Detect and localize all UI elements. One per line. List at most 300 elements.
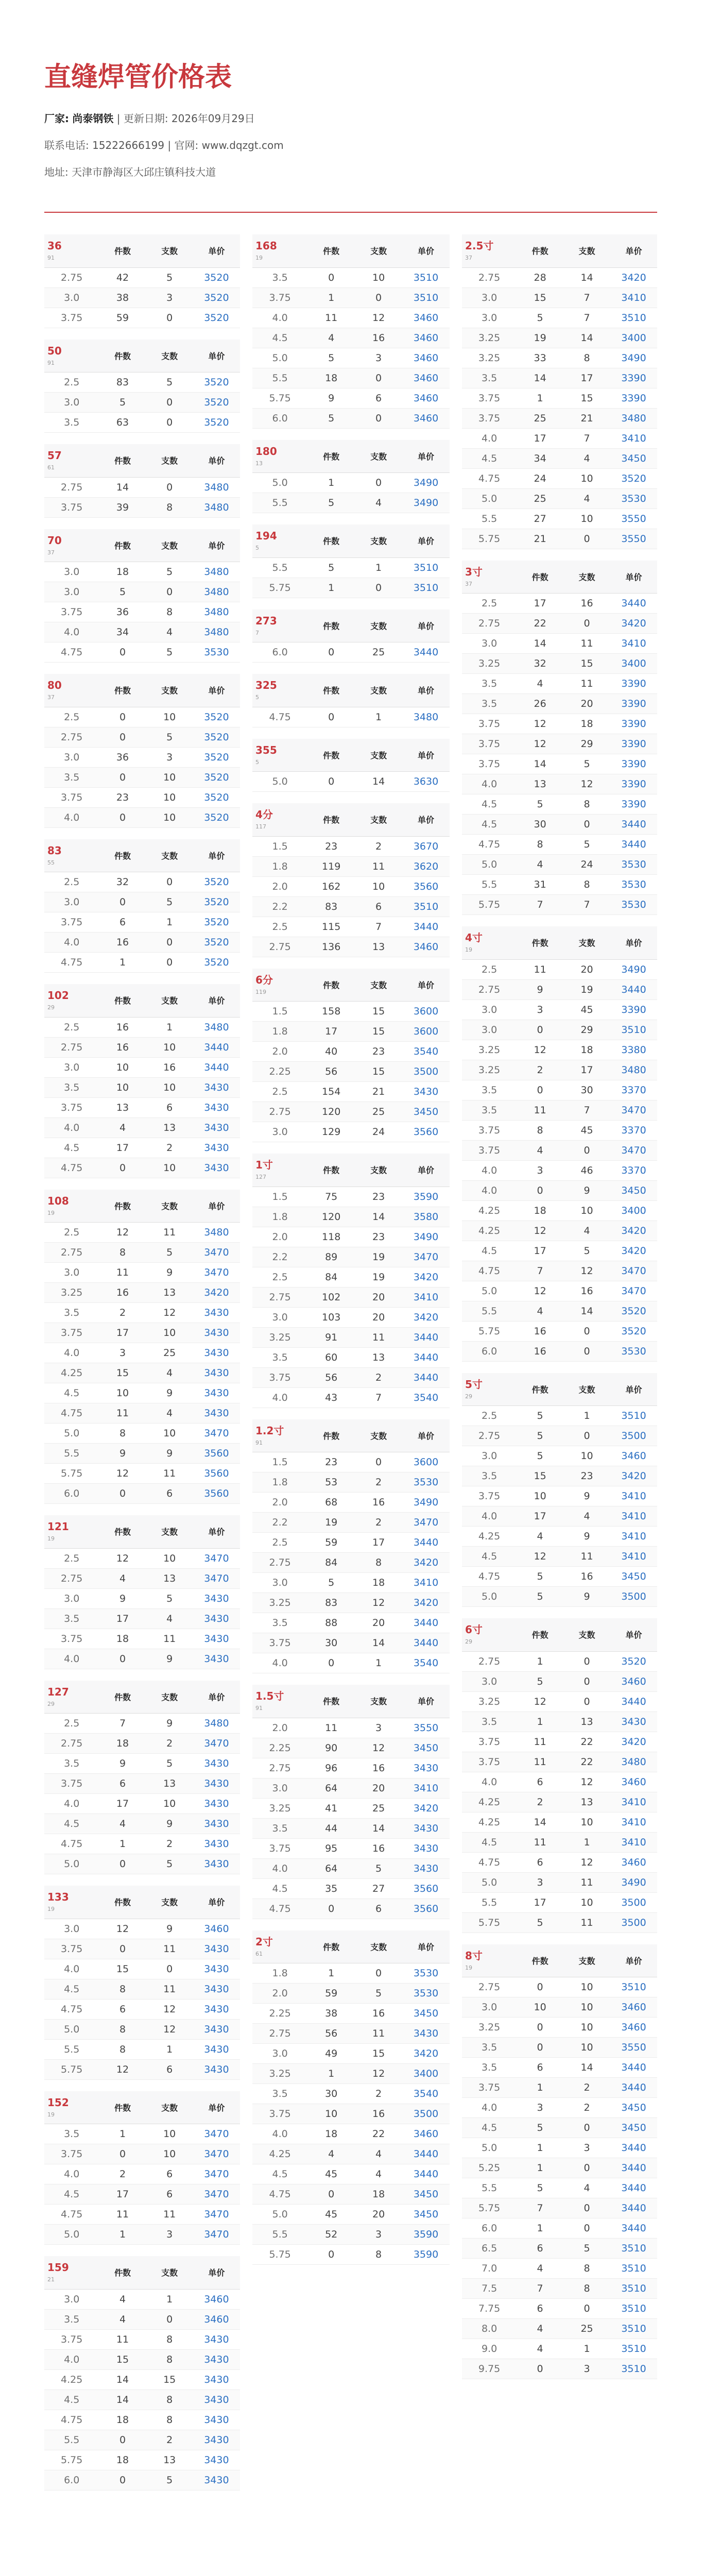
wall-thickness-cell: 5.0 [252,772,307,792]
spec-label[interactable]: 80 [47,679,62,691]
spec-label[interactable]: 4寸 [465,931,483,944]
count-cell: 20 [355,1287,402,1307]
spec-label[interactable]: 50 [47,344,62,357]
price-cell: 3480 [610,1060,657,1080]
count-cell: 3 [146,2225,193,2245]
pieces-cell: 4 [307,328,355,348]
pieces-cell: 1 [99,1834,146,1854]
pieces-cell: 17 [99,1608,146,1629]
pieces-cell: 0 [517,1080,563,1100]
wall-thickness-cell: 3.0 [462,1446,517,1466]
count-cell: 25 [563,2319,610,2339]
price-cell: 3470 [610,1261,657,1281]
count-cell: 6 [355,896,402,917]
table-row [252,1327,450,1347]
price-cell: 3420 [402,1307,450,1327]
spec-cell [462,1373,517,1406]
pieces-cell: 8 [99,2039,146,2059]
spec-label[interactable]: 1.5寸 [255,1690,284,1702]
count-cell: 18 [563,1040,610,1060]
count-cell: 4 [146,1608,193,1629]
count-cell: 22 [563,1732,610,1752]
table-header-row [44,1681,240,1714]
price-cell: 3470 [402,1247,450,1267]
wall-thickness-cell: 4.5 [252,328,307,348]
price-cell: 3530 [610,895,657,915]
table-row [44,1303,240,1323]
pieces-cell: 18 [517,1200,563,1221]
wall-thickness-cell: 3.75 [44,787,99,807]
table-row [44,2184,240,2205]
spec-label[interactable]: 36 [47,240,62,252]
header-count: 支数 [563,926,610,959]
count-cell: 8 [146,2389,193,2410]
pieces-cell: 119 [307,856,355,876]
pieces-cell: 5 [99,393,146,413]
price-cell: 3520 [193,287,240,308]
wall-thickness-cell: 3.0 [252,2044,307,2064]
count-cell: 0 [563,1691,610,1711]
table-row [252,1002,450,1022]
header-price: 单价 [402,969,450,1002]
count-cell: 20 [355,1613,402,1633]
header-price: 单价 [610,1373,657,1406]
spec-label[interactable]: 152 [47,2096,69,2109]
price-cell: 3500 [402,1062,450,1082]
count-cell: 12 [563,1261,610,1281]
wall-thickness-cell: 3.75 [462,1752,517,1772]
price-cell: 3390 [610,774,657,794]
wall-thickness-cell: 4.75 [44,1158,99,1178]
table-row [44,1754,240,1774]
count-cell: 8 [563,794,610,815]
wall-thickness-cell: 2.5 [44,1017,99,1037]
spec-label[interactable]: 2寸 [255,1935,273,1948]
price-cell: 3520 [193,953,240,973]
count-cell: 19 [355,1247,402,1267]
wall-thickness-cell: 5.0 [462,855,517,875]
count-cell: 20 [355,2205,402,2225]
header-count: 支数 [355,674,402,707]
price-cell: 3430 [193,1303,240,1323]
price-table [44,839,240,973]
table-row [252,493,450,513]
spec-label[interactable]: 57 [47,449,62,462]
pieces-cell: 5 [517,2178,563,2198]
pieces-cell: 32 [517,654,563,674]
table-row [252,388,450,408]
pieces-cell: 10 [99,1077,146,1097]
header-price: 单价 [193,2091,240,2124]
table-row [44,1037,240,1057]
price-cell: 3400 [610,1200,657,1221]
table-row [44,642,240,663]
table-row [462,308,657,328]
price-cell: 3540 [402,1387,450,1408]
pieces-cell: 36 [99,602,146,622]
header-count: 支数 [146,2256,193,2289]
pieces-cell: 129 [307,1122,355,1142]
pieces-cell: 13 [99,1097,146,1117]
count-cell: 10 [146,1548,193,1568]
count-cell: 0 [146,2309,193,2329]
pieces-cell: 8 [99,1423,146,1444]
price-cell: 3460 [402,937,450,957]
spec-table [44,1886,240,2080]
table-row [462,388,657,408]
price-cell: 3430 [193,2369,240,2389]
wall-thickness-cell: 3.0 [44,287,99,308]
wall-thickness-cell: 7.0 [462,2259,517,2279]
pieces-cell: 59 [99,308,146,328]
table-row [252,1858,450,1878]
price-cell: 3470 [193,2144,240,2164]
header-count: 支数 [146,340,193,372]
wall-thickness-cell: 2.5 [44,1223,99,1243]
wall-thickness-cell: 3.5 [44,1754,99,1774]
wall-thickness-cell: 4.0 [44,933,99,953]
price-cell: 3440 [610,2198,657,2218]
spec-label[interactable]: 83 [47,844,62,857]
wall-thickness-cell: 3.0 [44,582,99,602]
pieces-cell: 4 [517,1527,563,1547]
table-row [252,368,450,388]
wall-thickness-cell: 4.0 [252,1653,307,1673]
header-pieces: 件数 [99,839,146,872]
price-cell: 3470 [402,1513,450,1533]
header-count: 支数 [355,524,402,557]
table-row [44,912,240,933]
spec-cell [252,674,307,707]
pieces-cell: 14 [517,368,563,388]
price-cell: 3430 [193,1117,240,1138]
count-cell: 10 [563,1977,610,1997]
wall-thickness-cell: 4.75 [462,1261,517,1281]
pieces-cell: 0 [99,727,146,747]
pieces-cell: 35 [307,1878,355,1899]
table-row [462,1080,657,1100]
pieces-cell: 8 [99,1979,146,1999]
wall-thickness-cell: 3.25 [252,2064,307,2084]
spec-label[interactable]: 121 [47,1520,69,1533]
pieces-cell: 8 [517,1120,563,1140]
count-cell: 13 [563,1711,610,1732]
count-cell: 13 [146,2450,193,2470]
price-cell: 3450 [402,1102,450,1122]
pieces-cell: 4 [517,855,563,875]
table-row [44,1423,240,1444]
count-cell: 4 [355,2164,402,2184]
wall-thickness-cell: 5.0 [44,1854,99,1874]
pieces-cell: 4 [99,1117,146,1138]
table-row [252,2024,450,2044]
header-count: 支数 [355,739,402,772]
table-row [252,1838,450,1858]
count-cell: 1 [146,1017,193,1037]
wall-thickness-cell: 3.5 [462,674,517,694]
wall-thickness-cell: 4.5 [44,2184,99,2205]
wall-thickness-cell: 4.5 [44,1383,99,1403]
pieces-cell: 59 [307,1533,355,1553]
spec-cell [252,803,307,836]
wall-thickness-cell: 4.5 [252,1878,307,1899]
price-cell: 3500 [610,1426,657,1446]
table-header-row [44,340,240,372]
header-count: 支数 [355,803,402,836]
spec-label[interactable]: 6寸 [465,1623,483,1636]
price-cell: 3420 [402,1593,450,1613]
price-cell: 3430 [193,1794,240,1814]
table-header-row [252,1154,450,1187]
count-cell: 24 [355,1122,402,1142]
spec-label[interactable]: 180 [255,445,277,457]
price-cell: 3440 [610,1691,657,1711]
wall-thickness-cell: 1.5 [252,1002,307,1022]
count-cell: 0 [355,408,402,428]
spec-count: 21 [47,2276,55,2283]
table-row [44,1243,240,1263]
wall-thickness-cell: 3.5 [462,1100,517,1120]
price-cell: 3390 [610,368,657,388]
wall-thickness-cell: 3.0 [462,287,517,308]
table-header-row [252,1685,450,1718]
pieces-cell: 9 [307,388,355,408]
header-pieces: 件数 [517,234,563,267]
price-cell: 3460 [402,368,450,388]
table-row [44,707,240,727]
table-row [252,2064,450,2084]
spec-label[interactable]: 108 [47,1194,69,1207]
price-cell: 3450 [610,1567,657,1587]
count-cell: 6 [355,1899,402,1919]
spec-label[interactable]: 325 [255,679,277,691]
price-table [252,234,450,429]
count-cell: 0 [563,1671,610,1691]
count-cell: 7 [563,428,610,448]
count-cell: 9 [146,1714,193,1734]
wall-thickness-cell: 5.5 [462,1892,517,1912]
count-cell: 19 [563,979,610,999]
price-cell: 3430 [193,2470,240,2490]
price-cell: 3470 [193,1734,240,1754]
price-cell: 3460 [610,1446,657,1466]
pieces-cell: 18 [99,1629,146,1649]
header-pieces: 件数 [99,674,146,707]
count-cell: 11 [146,2205,193,2225]
header-count: 支数 [355,440,402,473]
wall-thickness-cell: 2.75 [462,1426,517,1446]
count-cell: 12 [563,1772,610,1792]
table-row [462,1567,657,1587]
pieces-cell: 118 [307,1227,355,1247]
price-cell: 3590 [402,1187,450,1207]
wall-thickness-cell: 3.5 [462,2038,517,2058]
pieces-cell: 38 [307,2004,355,2024]
wall-thickness-cell: 2.75 [44,1568,99,1588]
table-row [462,529,657,549]
price-cell: 3490 [402,1227,450,1247]
pieces-cell: 15 [99,1363,146,1383]
pieces-cell: 4 [99,1814,146,1834]
pieces-cell: 17 [517,1241,563,1261]
spec-count: 5 [255,545,259,551]
spec-label[interactable]: 8寸 [465,1949,483,1962]
pieces-cell: 6 [517,2239,563,2259]
price-cell: 3590 [402,2245,450,2265]
pieces-cell: 3 [517,1160,563,1180]
table-row [462,2299,657,2319]
wall-thickness-cell: 4.0 [462,1160,517,1180]
spec-count: 13 [255,460,263,467]
price-cell: 3390 [610,388,657,408]
pieces-cell: 120 [307,1102,355,1122]
pieces-cell: 16 [99,933,146,953]
spec-label[interactable]: 4分 [255,808,273,821]
pieces-cell: 0 [307,707,355,727]
pieces-cell: 63 [99,413,146,433]
count-cell: 5 [146,1854,193,1874]
count-cell: 18 [563,714,610,734]
count-cell: 0 [146,413,193,433]
wall-thickness-cell: 4.5 [462,794,517,815]
table-row [252,1102,450,1122]
pieces-cell: 10 [307,2104,355,2124]
count-cell: 14 [563,2058,610,2078]
price-cell: 3480 [610,1752,657,1772]
count-cell: 15 [355,1002,402,1022]
wall-thickness-cell: 3.5 [462,1466,517,1486]
wall-thickness-cell: 3.75 [462,2078,517,2098]
wall-thickness-cell: 3.5 [44,1077,99,1097]
contact-line[interactable]: 联系电话: 15222666199 | 官网: www.dqzgt.com [44,139,284,151]
wall-thickness-cell: 4.0 [44,2164,99,2184]
spec-label[interactable]: 133 [47,1891,69,1903]
count-cell: 8 [146,497,193,517]
price-cell: 3590 [402,2225,450,2245]
wall-thickness-cell: 3.5 [462,1711,517,1732]
table-row [44,287,240,308]
spec-label[interactable]: 168 [255,240,277,252]
price-cell: 3430 [193,1834,240,1854]
spec-cell [44,529,99,562]
count-cell: 20 [563,694,610,714]
header-pieces: 件数 [517,926,563,959]
table-row [252,1307,450,1327]
price-table [252,1154,450,1408]
spec-count: 19 [47,1906,55,1912]
table-row [252,1758,450,1778]
header-price: 单价 [402,1419,450,1452]
count-cell: 4 [146,622,193,642]
spec-count: 19 [465,946,472,953]
table-row [44,1588,240,1608]
spec-label[interactable]: 102 [47,989,69,1002]
spec-label[interactable]: 1.2寸 [255,1424,284,1437]
factory-name[interactable]: 尚泰钢铁 [72,112,114,125]
price-cell: 3430 [193,1649,240,1669]
spec-label[interactable]: 70 [47,534,62,547]
spec-label[interactable]: 127 [47,1685,69,1698]
spec-label[interactable]: 5寸 [465,1378,483,1391]
spec-cell [252,1154,307,1187]
count-cell: 8 [563,2279,610,2299]
count-cell: 6 [146,2164,193,2184]
price-cell: 3410 [610,1792,657,1812]
price-cell: 3520 [193,308,240,328]
pieces-cell: 11 [307,1718,355,1738]
pieces-cell: 59 [307,1984,355,2004]
count-cell: 10 [563,1446,610,1466]
pieces-cell: 15 [99,1959,146,1979]
wall-thickness-cell: 5.0 [462,488,517,509]
count-cell: 0 [563,815,610,835]
pieces-cell: 11 [99,2329,146,2349]
pieces-cell: 27 [517,509,563,529]
table-header-row [44,529,240,562]
price-cell: 3430 [193,1383,240,1403]
spec-label[interactable]: 355 [255,743,277,756]
wall-thickness-cell: 6.0 [462,2218,517,2239]
wall-thickness-cell: 2.75 [252,937,307,957]
count-cell: 5 [563,1241,610,1261]
count-cell: 14 [355,1207,402,1227]
spec-label[interactable]: 194 [255,530,277,542]
wall-thickness-cell: 4.5 [44,1814,99,1834]
count-cell: 10 [146,767,193,787]
price-cell: 3390 [610,794,657,815]
price-cell: 3490 [610,959,657,979]
wall-thickness-cell: 4.5 [44,2389,99,2410]
pieces-cell: 23 [307,1452,355,1472]
spec-cell [44,1515,99,1548]
spec-count: 91 [47,255,55,261]
spec-label[interactable]: 6分 [255,973,273,986]
pieces-cell: 0 [307,2184,355,2205]
spec-label[interactable]: 2.5寸 [465,240,494,252]
count-cell: 46 [563,1160,610,1180]
spec-label[interactable]: 273 [255,614,277,627]
spec-label[interactable]: 1寸 [255,1159,273,1171]
wall-thickness-cell: 2.5 [462,1406,517,1426]
header-pieces: 件数 [99,234,146,267]
table-header-row [44,1515,240,1548]
spec-label[interactable]: 159 [47,2261,69,2274]
table-row [44,1117,240,1138]
table-header-row [252,609,450,642]
pieces-cell: 0 [517,1180,563,1200]
table-row [252,1593,450,1613]
pieces-cell: 5 [517,1567,563,1587]
price-cell: 3540 [402,1653,450,1673]
price-cell: 3470 [193,1548,240,1568]
table-row [44,1263,240,1283]
table-row [462,1140,657,1160]
pieces-cell: 4 [517,2319,563,2339]
count-cell: 9 [146,1919,193,1939]
table-row [44,1794,240,1814]
wall-thickness-cell: 5.75 [462,529,517,549]
spec-label[interactable]: 3寸 [465,565,483,578]
spec-cell [252,1419,307,1452]
table-row [462,2198,657,2218]
table-row [252,267,450,287]
table-row [462,2018,657,2038]
table-row [44,1959,240,1979]
price-cell: 3450 [610,448,657,468]
price-table [462,926,657,1362]
header-price: 单价 [402,524,450,557]
price-cell: 3450 [402,1738,450,1758]
